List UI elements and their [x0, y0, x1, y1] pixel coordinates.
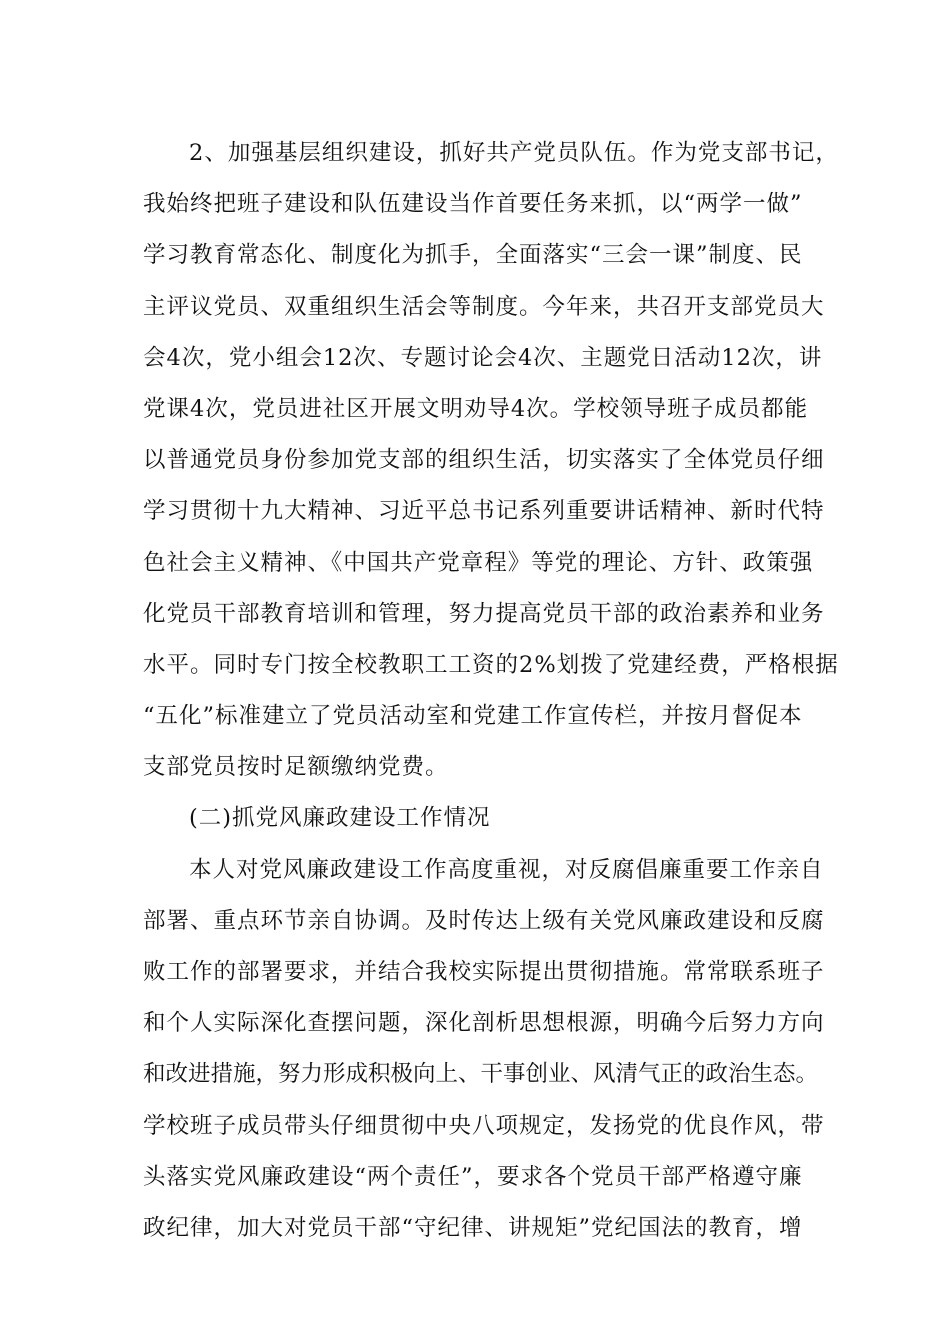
paragraph-line: 部署、重点环节亲自协调。及时传达上级有关党风廉政建设和反腐 [143, 907, 825, 934]
paragraph-line: 政纪律，加大对党员干部“守纪律、讲规矩”党纪国法的教育，增 [143, 1214, 803, 1241]
paragraph-line: 2、加强基层组织建设，抓好共产党员队伍。作为党支部书记， [189, 140, 839, 166]
paragraph-line: 化党员干部教育培训和管理，努力提高党员干部的政治素养和业务 [143, 600, 825, 627]
paragraph-line: 主评议党员、双重组织生活会等制度。今年来，共召开支部党员大 [143, 293, 825, 320]
paragraph-line: 以普通党员身份参加党支部的组织生活，切实落实了全体党员仔细 [143, 447, 825, 474]
paragraph-line: 学习教育常态化、制度化为抓手，全面落实“三会一课”制度、民 [143, 242, 803, 269]
section-heading: (二)抓党风廉政建设工作情况 [189, 805, 491, 832]
paragraph-line: 本人对党风廉政建设工作高度重视，对反腐倡廉重要工作亲自 [189, 856, 824, 883]
paragraph-line: 色社会主义精神、《中国共产党章程》等党的理论、方针、政策强 [143, 549, 814, 576]
paragraph-line: 支部党员按时足额缴纳党费。 [143, 754, 449, 781]
paragraph-line: 党课4次，党员进社区开展文明劝导4次。学校领导班子成员都能 [143, 395, 809, 422]
paragraph-line: 和改进措施，努力形成积极向上、干事创业、风清气正的政治生态。 [143, 1061, 819, 1088]
document-body [143, 128, 839, 1254]
paragraph-line: 败工作的部署要求，并结合我校实际提出贯彻措施。常常联系班子 [143, 959, 825, 985]
paragraph-line: “五化”标准建立了党员活动室和党建工作宣传栏，并按月督促本 [143, 703, 803, 730]
paragraph-line: 我始终把班子建设和队伍建设当作首要任务来抓，以“两学一做” [143, 191, 803, 218]
paragraph-line: 学校班子成员带头仔细贯彻中央八项规定，发扬党的优良作风，带 [143, 1112, 825, 1139]
paragraph-line: 头落实党风廉政建设“两个责任”，要求各个党员干部严格遵守廉 [143, 1163, 803, 1190]
paragraph-line: 会4次，党小组会12次、专题讨论会4次、主题党日活动12次，讲 [143, 344, 823, 371]
paragraph-line: 学习贯彻十九大精神、习近平总书记系列重要讲话精神、新时代特 [143, 498, 825, 525]
paragraph-line: 和个人实际深化查摆问题，深化剖析思想根源，明确今后努力方向 [143, 1010, 825, 1037]
paragraph-line: 水平。同时专门按全校教职工工资的2%划拨了党建经费，严格根据 [143, 651, 839, 678]
